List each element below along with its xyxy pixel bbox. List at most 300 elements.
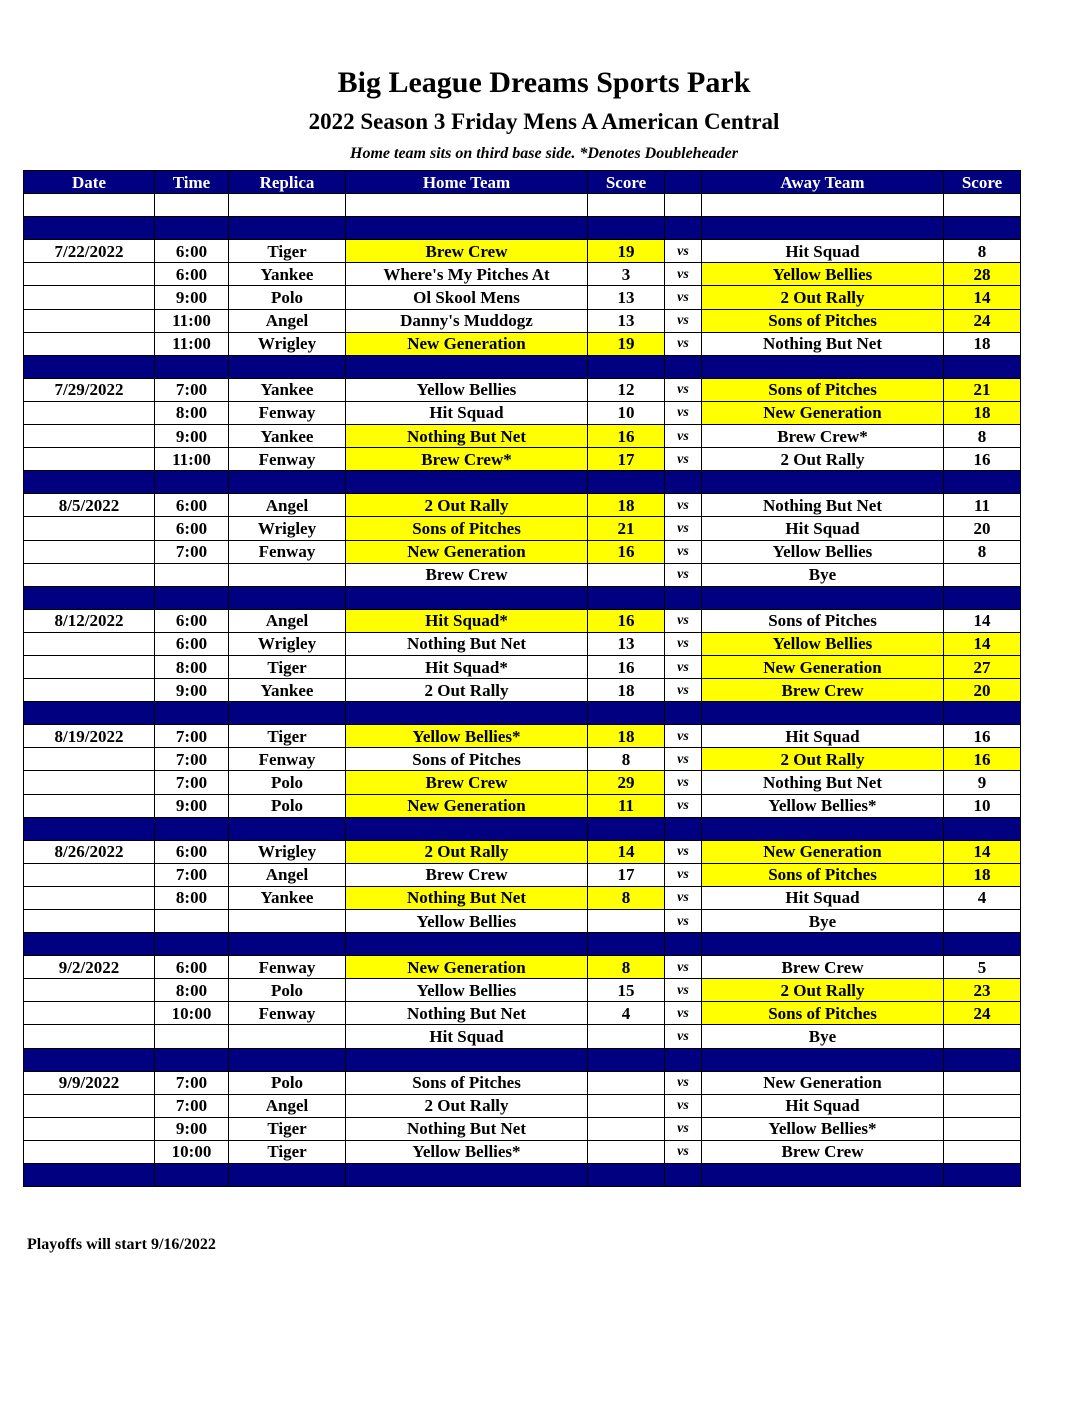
time-cell: 7:00 xyxy=(155,863,229,886)
game-row xyxy=(24,725,1021,748)
replica-cell: Angel xyxy=(229,494,346,517)
vs-cell: vs xyxy=(665,679,702,702)
game-row xyxy=(24,1094,1021,1117)
replica-cell: Fenway xyxy=(229,540,346,563)
away-team-cell: Brew Crew xyxy=(702,956,944,979)
home-team-cell: Sons of Pitches xyxy=(346,517,588,540)
date-cell: 8/12/2022 xyxy=(24,609,155,632)
date-cell: 7/29/2022 xyxy=(24,378,155,401)
date-cell: 9/2/2022 xyxy=(24,956,155,979)
time-cell: 10:00 xyxy=(155,1002,229,1025)
replica-cell: Fenway xyxy=(229,1002,346,1025)
schedule-table xyxy=(23,170,1021,1187)
game-row xyxy=(24,1002,1021,1025)
home-team-cell: Brew Crew xyxy=(346,863,588,886)
away-team-cell: Nothing But Net xyxy=(702,332,944,355)
vs-cell: vs xyxy=(665,263,702,286)
week-separator xyxy=(24,1164,1021,1187)
away-score-cell: 24 xyxy=(944,1002,1021,1025)
home-score-cell: 8 xyxy=(588,748,665,771)
game-row xyxy=(24,655,1021,678)
away-team-cell: New Generation xyxy=(702,840,944,863)
vs-cell: vs xyxy=(665,286,702,309)
home-team-cell: Nothing But Net xyxy=(346,425,588,448)
date-cell xyxy=(24,1002,155,1025)
time-cell: 6:00 xyxy=(155,494,229,517)
replica-cell: Tiger xyxy=(229,725,346,748)
column-header: Away Team xyxy=(702,171,944,194)
footer-note: Playoffs will start 9/16/2022 xyxy=(27,1236,216,1253)
home-score-cell xyxy=(588,1117,665,1140)
time-cell: 11:00 xyxy=(155,332,229,355)
date-cell xyxy=(24,771,155,794)
vs-cell: vs xyxy=(665,863,702,886)
away-team-cell: 2 Out Rally xyxy=(702,448,944,471)
vs-cell: vs xyxy=(665,494,702,517)
home-score-cell: 18 xyxy=(588,494,665,517)
column-header xyxy=(665,171,702,194)
home-score-cell: 14 xyxy=(588,840,665,863)
replica-cell: Angel xyxy=(229,309,346,332)
game-row xyxy=(24,401,1021,424)
away-team-cell: Sons of Pitches xyxy=(702,1002,944,1025)
replica-cell: Yankee xyxy=(229,679,346,702)
away-team-cell: Bye xyxy=(702,1025,944,1048)
date-cell: 8/19/2022 xyxy=(24,725,155,748)
home-score-cell: 13 xyxy=(588,309,665,332)
away-score-cell xyxy=(944,1094,1021,1117)
away-team-cell: Nothing But Net xyxy=(702,771,944,794)
away-score-cell: 16 xyxy=(944,748,1021,771)
time-cell: 7:00 xyxy=(155,1094,229,1117)
away-score-cell: 14 xyxy=(944,632,1021,655)
away-score-cell: 20 xyxy=(944,679,1021,702)
date-cell xyxy=(24,1094,155,1117)
blank-row xyxy=(24,194,1021,217)
replica-cell: Wrigley xyxy=(229,632,346,655)
time-cell: 11:00 xyxy=(155,309,229,332)
vs-cell: vs xyxy=(665,771,702,794)
game-row xyxy=(24,425,1021,448)
date-cell xyxy=(24,1025,155,1048)
away-score-cell xyxy=(944,1071,1021,1094)
home-team-cell: New Generation xyxy=(346,794,588,817)
vs-cell: vs xyxy=(665,910,702,933)
away-team-cell: Bye xyxy=(702,910,944,933)
week-separator xyxy=(24,471,1021,494)
vs-cell: vs xyxy=(665,309,702,332)
home-team-cell: Where's My Pitches At xyxy=(346,263,588,286)
time-cell: 9:00 xyxy=(155,425,229,448)
vs-cell: vs xyxy=(665,563,702,586)
home-score-cell: 17 xyxy=(588,448,665,471)
game-row xyxy=(24,1025,1021,1048)
game-row xyxy=(24,240,1021,263)
game-row xyxy=(24,956,1021,979)
game-row xyxy=(24,771,1021,794)
time-cell: 9:00 xyxy=(155,286,229,309)
time-cell: 10:00 xyxy=(155,1140,229,1163)
page-title: Big League Dreams Sports Park xyxy=(337,66,751,99)
home-team-cell: New Generation xyxy=(346,956,588,979)
vs-cell: vs xyxy=(665,517,702,540)
away-team-cell: Hit Squad xyxy=(702,240,944,263)
away-team-cell: New Generation xyxy=(702,655,944,678)
home-team-cell: Hit Squad xyxy=(346,401,588,424)
time-cell xyxy=(155,563,229,586)
vs-cell: vs xyxy=(665,425,702,448)
game-row xyxy=(24,632,1021,655)
vs-cell: vs xyxy=(665,725,702,748)
home-score-cell: 12 xyxy=(588,378,665,401)
game-row xyxy=(24,309,1021,332)
home-team-cell: Brew Crew* xyxy=(346,448,588,471)
home-score-cell: 11 xyxy=(588,794,665,817)
date-cell xyxy=(24,563,155,586)
home-team-cell: Nothing But Net xyxy=(346,886,588,909)
game-row xyxy=(24,448,1021,471)
home-score-cell: 18 xyxy=(588,725,665,748)
home-team-cell: Ol Skool Mens xyxy=(346,286,588,309)
away-score-cell: 5 xyxy=(944,956,1021,979)
date-cell xyxy=(24,655,155,678)
away-score-cell: 11 xyxy=(944,494,1021,517)
away-team-cell: New Generation xyxy=(702,1071,944,1094)
home-team-cell: Danny's Muddogz xyxy=(346,309,588,332)
time-cell: 7:00 xyxy=(155,540,229,563)
home-team-cell: 2 Out Rally xyxy=(346,494,588,517)
away-score-cell: 27 xyxy=(944,655,1021,678)
time-cell: 7:00 xyxy=(155,748,229,771)
time-cell: 11:00 xyxy=(155,448,229,471)
date-cell xyxy=(24,794,155,817)
vs-cell: vs xyxy=(665,886,702,909)
time-cell: 8:00 xyxy=(155,655,229,678)
away-score-cell: 10 xyxy=(944,794,1021,817)
game-row xyxy=(24,286,1021,309)
replica-cell: Polo xyxy=(229,979,346,1002)
home-team-cell: Brew Crew xyxy=(346,563,588,586)
away-score-cell: 16 xyxy=(944,448,1021,471)
date-cell xyxy=(24,448,155,471)
replica-cell: Yankee xyxy=(229,378,346,401)
replica-cell: Tiger xyxy=(229,240,346,263)
vs-cell: vs xyxy=(665,1025,702,1048)
column-header: Date xyxy=(24,171,155,194)
away-score-cell: 16 xyxy=(944,725,1021,748)
date-cell xyxy=(24,517,155,540)
away-score-cell: 14 xyxy=(944,286,1021,309)
date-cell xyxy=(24,540,155,563)
time-cell: 6:00 xyxy=(155,632,229,655)
vs-cell: vs xyxy=(665,1071,702,1094)
home-score-cell xyxy=(588,1140,665,1163)
replica-cell xyxy=(229,563,346,586)
date-cell xyxy=(24,679,155,702)
vs-cell: vs xyxy=(665,748,702,771)
away-team-cell: Hit Squad xyxy=(702,886,944,909)
away-score-cell: 20 xyxy=(944,517,1021,540)
vs-cell: vs xyxy=(665,1094,702,1117)
time-cell xyxy=(155,910,229,933)
vs-cell: vs xyxy=(665,401,702,424)
away-team-cell: New Generation xyxy=(702,401,944,424)
replica-cell: Fenway xyxy=(229,448,346,471)
week-separator xyxy=(24,586,1021,609)
replica-cell: Angel xyxy=(229,1094,346,1117)
home-score-cell xyxy=(588,1094,665,1117)
away-team-cell: Bye xyxy=(702,563,944,586)
home-score-cell xyxy=(588,1025,665,1048)
replica-cell: Fenway xyxy=(229,956,346,979)
replica-cell: Tiger xyxy=(229,1117,346,1140)
replica-cell: Angel xyxy=(229,609,346,632)
time-cell: 6:00 xyxy=(155,263,229,286)
replica-cell: Tiger xyxy=(229,655,346,678)
game-row xyxy=(24,886,1021,909)
vs-cell: vs xyxy=(665,378,702,401)
home-score-cell: 29 xyxy=(588,771,665,794)
time-cell xyxy=(155,1025,229,1048)
home-team-cell: Sons of Pitches xyxy=(346,1071,588,1094)
time-cell: 9:00 xyxy=(155,1117,229,1140)
home-team-cell: Sons of Pitches xyxy=(346,748,588,771)
time-cell: 6:00 xyxy=(155,517,229,540)
away-score-cell: 24 xyxy=(944,309,1021,332)
away-team-cell: 2 Out Rally xyxy=(702,748,944,771)
vs-cell: vs xyxy=(665,1117,702,1140)
home-score-cell xyxy=(588,910,665,933)
home-team-cell: New Generation xyxy=(346,332,588,355)
time-cell: 7:00 xyxy=(155,771,229,794)
time-cell: 8:00 xyxy=(155,886,229,909)
away-team-cell: Sons of Pitches xyxy=(702,378,944,401)
home-team-cell: 2 Out Rally xyxy=(346,679,588,702)
away-score-cell: 8 xyxy=(944,240,1021,263)
away-team-cell: Nothing But Net xyxy=(702,494,944,517)
vs-cell: vs xyxy=(665,840,702,863)
home-score-cell: 8 xyxy=(588,956,665,979)
home-score-cell: 16 xyxy=(588,540,665,563)
game-row xyxy=(24,1071,1021,1094)
away-score-cell: 14 xyxy=(944,840,1021,863)
home-score-cell: 19 xyxy=(588,240,665,263)
column-header: Time xyxy=(155,171,229,194)
date-cell xyxy=(24,910,155,933)
replica-cell: Angel xyxy=(229,863,346,886)
column-header: Home Team xyxy=(346,171,588,194)
time-cell: 8:00 xyxy=(155,401,229,424)
page-note: Home team sits on third base side. *Denotes Doubleheader xyxy=(350,145,738,162)
away-score-cell xyxy=(944,1140,1021,1163)
vs-cell: vs xyxy=(665,979,702,1002)
time-cell: 9:00 xyxy=(155,679,229,702)
date-cell xyxy=(24,632,155,655)
home-score-cell xyxy=(588,563,665,586)
replica-cell: Wrigley xyxy=(229,840,346,863)
replica-cell xyxy=(229,910,346,933)
away-score-cell: 21 xyxy=(944,378,1021,401)
away-team-cell: Hit Squad xyxy=(702,517,944,540)
game-row xyxy=(24,563,1021,586)
away-score-cell: 18 xyxy=(944,863,1021,886)
date-cell xyxy=(24,1140,155,1163)
week-separator xyxy=(24,355,1021,378)
week-separator xyxy=(24,1048,1021,1071)
date-cell xyxy=(24,401,155,424)
game-row xyxy=(24,378,1021,401)
replica-cell: Yankee xyxy=(229,886,346,909)
replica-cell: Polo xyxy=(229,794,346,817)
date-cell xyxy=(24,886,155,909)
game-row xyxy=(24,840,1021,863)
column-header: Score xyxy=(588,171,665,194)
game-row xyxy=(24,263,1021,286)
home-team-cell: Yellow Bellies xyxy=(346,378,588,401)
home-score-cell: 3 xyxy=(588,263,665,286)
home-team-cell: New Generation xyxy=(346,540,588,563)
vs-cell: vs xyxy=(665,1002,702,1025)
away-score-cell xyxy=(944,1025,1021,1048)
away-team-cell: Sons of Pitches xyxy=(702,609,944,632)
time-cell: 6:00 xyxy=(155,840,229,863)
time-cell: 8:00 xyxy=(155,979,229,1002)
game-row xyxy=(24,332,1021,355)
date-cell xyxy=(24,748,155,771)
vs-cell: vs xyxy=(665,332,702,355)
away-team-cell: Yellow Bellies* xyxy=(702,794,944,817)
replica-cell: Yankee xyxy=(229,263,346,286)
home-team-cell: 2 Out Rally xyxy=(346,840,588,863)
date-cell xyxy=(24,863,155,886)
header-row xyxy=(24,171,1021,194)
away-score-cell: 14 xyxy=(944,609,1021,632)
home-score-cell: 16 xyxy=(588,425,665,448)
replica-cell: Fenway xyxy=(229,401,346,424)
away-team-cell: 2 Out Rally xyxy=(702,286,944,309)
vs-cell: vs xyxy=(665,609,702,632)
game-row xyxy=(24,748,1021,771)
replica-cell: Fenway xyxy=(229,748,346,771)
page-subtitle: 2022 Season 3 Friday Mens A American Central xyxy=(308,109,780,134)
home-score-cell: 8 xyxy=(588,886,665,909)
game-row xyxy=(24,910,1021,933)
date-cell: 7/22/2022 xyxy=(24,240,155,263)
home-score-cell: 4 xyxy=(588,1002,665,1025)
away-team-cell: Yellow Bellies xyxy=(702,263,944,286)
date-cell: 8/5/2022 xyxy=(24,494,155,517)
away-team-cell: Brew Crew xyxy=(702,679,944,702)
home-team-cell: Nothing But Net xyxy=(346,1117,588,1140)
home-team-cell: Hit Squad* xyxy=(346,655,588,678)
away-team-cell: Yellow Bellies xyxy=(702,540,944,563)
away-team-cell: Hit Squad xyxy=(702,725,944,748)
game-row xyxy=(24,609,1021,632)
date-cell xyxy=(24,263,155,286)
date-cell: 8/26/2022 xyxy=(24,840,155,863)
week-separator xyxy=(24,933,1021,956)
home-score-cell: 16 xyxy=(588,609,665,632)
vs-cell: vs xyxy=(665,956,702,979)
week-separator xyxy=(24,817,1021,840)
game-row xyxy=(24,794,1021,817)
away-score-cell: 18 xyxy=(944,332,1021,355)
schedule-body xyxy=(24,194,1021,1187)
vs-cell: vs xyxy=(665,655,702,678)
time-cell: 9:00 xyxy=(155,794,229,817)
game-row xyxy=(24,979,1021,1002)
home-score-cell: 13 xyxy=(588,286,665,309)
vs-cell: vs xyxy=(665,448,702,471)
home-team-cell: 2 Out Rally xyxy=(346,1094,588,1117)
away-score-cell xyxy=(944,1117,1021,1140)
replica-cell xyxy=(229,1025,346,1048)
game-row xyxy=(24,863,1021,886)
home-score-cell: 21 xyxy=(588,517,665,540)
date-cell xyxy=(24,425,155,448)
home-score-cell: 18 xyxy=(588,679,665,702)
replica-cell: Wrigley xyxy=(229,332,346,355)
away-score-cell: 23 xyxy=(944,979,1021,1002)
date-cell xyxy=(24,1117,155,1140)
home-team-cell: Yellow Bellies xyxy=(346,979,588,1002)
away-team-cell: Brew Crew* xyxy=(702,425,944,448)
date-cell xyxy=(24,309,155,332)
replica-cell: Polo xyxy=(229,286,346,309)
home-team-cell: Brew Crew xyxy=(346,240,588,263)
date-cell xyxy=(24,332,155,355)
home-team-cell: Yellow Bellies* xyxy=(346,725,588,748)
column-header: Score xyxy=(944,171,1021,194)
home-score-cell: 15 xyxy=(588,979,665,1002)
game-row xyxy=(24,517,1021,540)
time-cell: 7:00 xyxy=(155,378,229,401)
week-separator xyxy=(24,217,1021,240)
away-score-cell: 28 xyxy=(944,263,1021,286)
home-score-cell: 10 xyxy=(588,401,665,424)
time-cell: 6:00 xyxy=(155,609,229,632)
week-separator xyxy=(24,702,1021,725)
date-cell xyxy=(24,979,155,1002)
home-team-cell: Hit Squad xyxy=(346,1025,588,1048)
vs-cell: vs xyxy=(665,794,702,817)
column-header: Replica xyxy=(229,171,346,194)
away-team-cell: Yellow Bellies xyxy=(702,632,944,655)
home-team-cell: Brew Crew xyxy=(346,771,588,794)
replica-cell: Wrigley xyxy=(229,517,346,540)
game-row xyxy=(24,494,1021,517)
home-score-cell xyxy=(588,1071,665,1094)
vs-cell: vs xyxy=(665,540,702,563)
away-score-cell: 8 xyxy=(944,540,1021,563)
vs-cell: vs xyxy=(665,240,702,263)
away-score-cell xyxy=(944,563,1021,586)
home-team-cell: Nothing But Net xyxy=(346,1002,588,1025)
home-team-cell: Yellow Bellies xyxy=(346,910,588,933)
home-score-cell: 16 xyxy=(588,655,665,678)
time-cell: 7:00 xyxy=(155,1071,229,1094)
away-score-cell xyxy=(944,910,1021,933)
game-row xyxy=(24,679,1021,702)
date-cell xyxy=(24,286,155,309)
away-score-cell: 18 xyxy=(944,401,1021,424)
away-team-cell: Sons of Pitches xyxy=(702,863,944,886)
away-team-cell: Brew Crew xyxy=(702,1140,944,1163)
game-row xyxy=(24,1140,1021,1163)
away-team-cell: Yellow Bellies* xyxy=(702,1117,944,1140)
away-team-cell: Hit Squad xyxy=(702,1094,944,1117)
home-team-cell: Yellow Bellies* xyxy=(346,1140,588,1163)
